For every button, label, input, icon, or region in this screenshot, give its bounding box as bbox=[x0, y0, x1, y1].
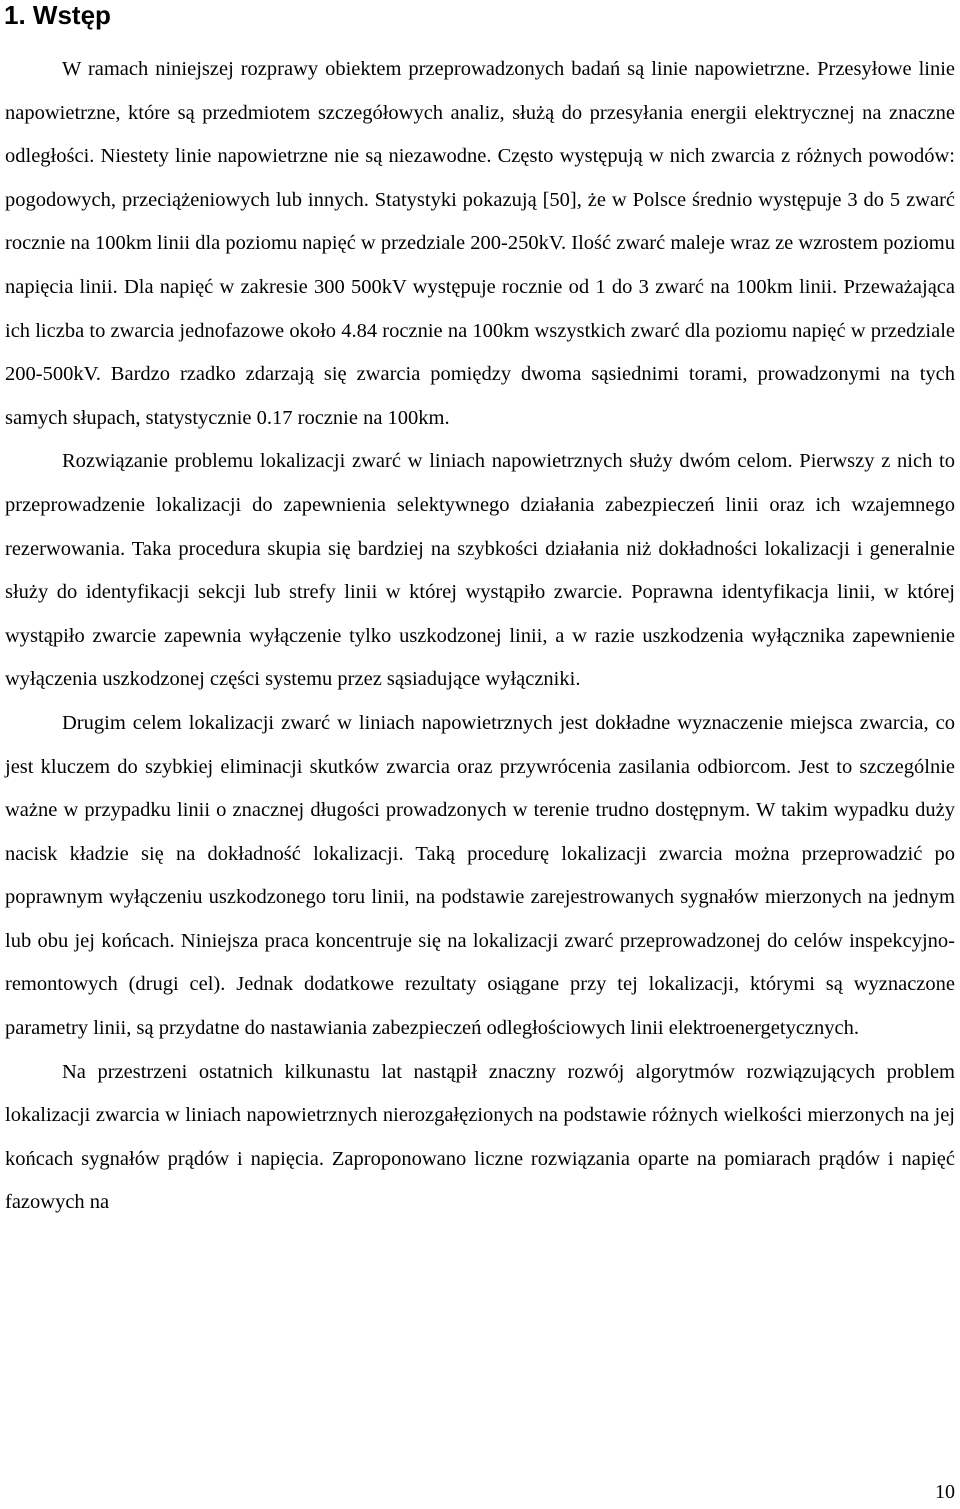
paragraph-4: Na przestrzeni ostatnich kilkunastu lat nastąpił znaczny rozwój algorytmów rozwiązujących problem lokalizacji zwarcia w liniach napowietrznych nierozgałęzionych na podstawie różnych wielkości mierzonych na jej końcach sygnałów prądów i napięcia. Zaproponowano liczne rozwiązania oparte na pomiarach prądów i napięć fazowych na bbox=[5, 1060, 955, 1214]
section-heading: 1. Wstęp bbox=[4, 0, 111, 30]
page-number: 10 bbox=[935, 1481, 955, 1503]
paragraph-3: Drugim celem lokalizacji zwarć w liniach napowietrznych jest dokładne wyznaczenie miejsca zwarcia, co jest kluczem do szybkiej eliminacji skutków zwarcia oraz przywrócenia zasilania odbiorcom. Jest to szczególnie ważne w przypadku linii o znacznej długości prowadzonych w terenie trudno dostępnym. W takim wypadku duży nacisk kładzie się na dokładność lokalizacji. Taką procedurę lokalizacji zwarcia można przeprowadzić po poprawnym wyłączeniu uszkodzonego toru linii, na podstawie zarejestrowanych sygnałów mierzonych na jednym lub obu jej końcach. Niniejsza praca koncentruje się na lokalizacji zwarć przeprowadzonej do celów inspekcyjno-remontowych (drugi cel). Jednak dodatkowe rezultaty osiągane przy tej lokalizacji, którymi są wyznaczone parametry linii, są przydatne do nastawiania zabezpieczeń odległościowych linii elektroenergetycznych. bbox=[5, 711, 955, 1040]
paragraph-1: W ramach niniejszej rozprawy obiektem przeprowadzonych badań są linie napowietrzne. Przesyłowe linie napowietrzne, które są przedmiotem szczegółowych analiz, służą do przesyłania energii elektrycznej na znaczne odległości. Niestety linie napowietrzne nie są niezawodne. Często występują w nich zwarcia z różnych powodów: pogodowych, przeciążeniowych lub innych. Statystyki pokazują [50], że w Polsce średnio występuje 3 do 5 zwarć rocznie na 100km linii dla poziomu napięć w przedziale 200-250kV. Ilość zwarć maleje wraz ze wzrostem poziomu napięcia linii. Dla napięć w zakresie 300 500kV występuje rocznie od 1 do 3 zwarć na 100km linii. Przeważająca ich liczba to zwarcia jednofazowe około 4.84 rocznie na 100km wszystkich zwarć dla poziomu napięć w przedziale 200-500kV. Bardzo rzadko zdarzają się zwarcia pomiędzy dwoma sąsiednimi torami, prowadzonymi na tych samych słupach, statystycznie 0.17 rocznie na 100km. bbox=[5, 58, 955, 429]
body-text bbox=[5, 48, 955, 1225]
paragraph-2: Rozwiązanie problemu lokalizacji zwarć w liniach napowietrznych służy dwóm celom. Pierwszy z nich to przeprowadzenie lokalizacji do zapewnienia selektywnego działania zabezpieczeń linii oraz ich wzajemnego rezerwowania. Taka procedura skupia się bardziej na szybkości działania niż dokładności lokalizacji i generalnie służy do identyfikacji sekcji lub strefy linii w której wystąpiło zwarcie. Poprawna identyfikacja linii, w której wystąpiło zwarcie zapewnia wyłączenie tylko uszkodzonej linii, a w razie uszkodzenia wyłącznika zapewnienie wyłączenia uszkodzonej części systemu przez sąsiadujące wyłączniki. bbox=[5, 450, 955, 691]
